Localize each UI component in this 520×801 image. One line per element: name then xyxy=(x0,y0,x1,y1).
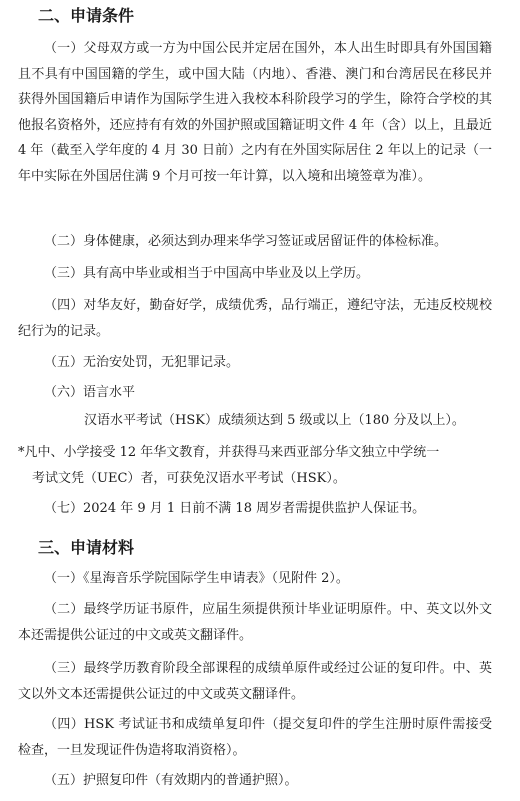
condition-item-2: （二）身体健康，必须达到办理来华学习签证或居留证件的体检标准。 xyxy=(44,234,448,249)
condition-item-6: （六）语言水平 xyxy=(44,385,136,400)
section-heading-conditions: 二、申请条件 xyxy=(38,6,135,25)
uec-note xyxy=(18,440,492,491)
uec-note-line-2: 考试文凭（UEC）者，可获免汉语水平考试（HSK）。 xyxy=(32,470,346,486)
material-item-3: （三）最终学历教育阶段全部课程的成绩单原件或经过公证的复印件。中、英文以外文本还需提供公证过的中文或英文翻译件。 xyxy=(18,661,492,702)
condition-item-5: （五）无治安处罚，无犯罪记录。 xyxy=(44,355,240,370)
material-item-2: （二）最终学历证书原件，应届生须提供预计毕业证明原件。中、英文以外文本还需提供公证过的中文或英文翻译件。 xyxy=(18,602,492,643)
condition-item-3: （三）具有高中毕业或相当于中国高中毕业及以上学历。 xyxy=(44,266,370,281)
condition-item-7: （七）2024 年 9 月 1 日前不满 18 周岁者需提供监护人保证书。 xyxy=(44,501,426,516)
condition-item-4: （四）对华友好，勤奋好学，成绩优秀，品行端正，遵纪守法，无违反校规校纪行为的记录。 xyxy=(18,298,492,339)
section-heading-materials: 三、申请材料 xyxy=(38,538,135,557)
material-item-4: （四）HSK 考试证书和成绩单复印件（提交复印件的学生注册时原件需接受检查，一旦发现证件伪造将取消资格）。 xyxy=(18,717,492,758)
condition-item-1: （一）父母双方或一方为中国公民并定居在国外，本人出生时即具有外国国籍且不具有中国国籍的学生，或中国大陆（内地）、香港、澳门和台湾居民在移民并获得外国国籍后申请作为国际学生进入我校本科阶段学习的学生，除符合学校的其他报名资格外，还应持有有效的外国护照或国籍证明文件 4 年（含）以上，且最近 4 年（截至入学年度的 4 月 30 日前）之内有在外国实际居住 2 年以上的记录（一年中实际在外国居住满 9 个月可按一年计算，以入境和出境签章为准）。 xyxy=(18,41,492,184)
material-item-5: （五）护照复印件（有效期内的普通护照）。 xyxy=(44,773,298,788)
uec-note-line-1: *凡中、小学接受 12 年华文教育，并获得马来西亚部分华文独立中学统一 xyxy=(18,445,440,460)
material-item-1: （一）《星海音乐学院国际学生申请表》（见附件 2）。 xyxy=(44,571,349,586)
hsk-requirement: 汉语水平考试（HSK）成绩须达到 5 级或以上（180 分及以上）。 xyxy=(84,413,465,428)
